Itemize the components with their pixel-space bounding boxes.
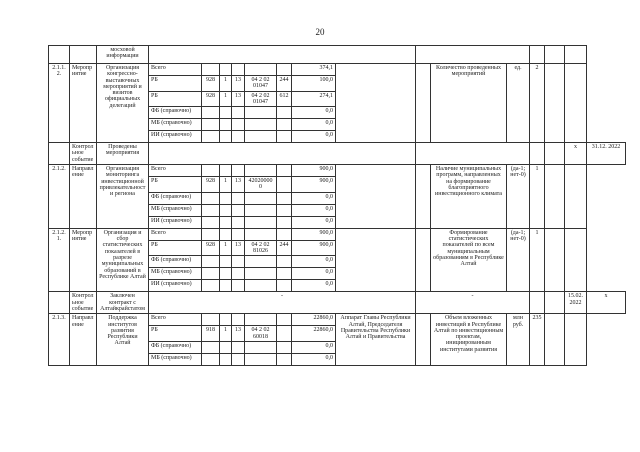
finance-vr: [277, 314, 292, 326]
finance-sum: 0,0: [292, 341, 336, 353]
executor: [336, 64, 416, 143]
finance-gr: [202, 216, 220, 228]
finance-csr: [245, 165, 277, 177]
finance-csr: [245, 341, 277, 353]
finance-rz: [220, 119, 232, 131]
finance-src: МБ (справочно): [149, 119, 202, 131]
finance-src: ФБ (справочно): [149, 256, 202, 268]
finance-csr: [245, 280, 277, 292]
item-number: 2.1.3.: [49, 314, 70, 366]
finance-rz: 1: [220, 76, 232, 92]
finance-csr: [245, 228, 277, 240]
finance-rz: [220, 268, 232, 280]
finance-sum: 0,0: [292, 268, 336, 280]
finance-vr: [277, 204, 292, 216]
target-value: 1: [530, 165, 545, 229]
finance-pr: [232, 280, 245, 292]
finance-src: ФБ (справочно): [149, 341, 202, 353]
control-name: Заключен контракт с Алтайкрайстатом: [97, 292, 149, 314]
finance-pr: [232, 165, 245, 177]
item-number: 2.1.1.2.: [49, 64, 70, 143]
finance-vr: [277, 341, 292, 353]
finance-src: Всего: [149, 165, 202, 177]
control-mark: х: [565, 143, 587, 165]
plan-table: [48, 45, 626, 366]
finance-rz: [220, 353, 232, 365]
finance-src: РБ: [149, 76, 202, 92]
finance-gr: 918: [202, 326, 220, 342]
empty-type: [70, 46, 97, 64]
finance-csr: 04 2 02 81026: [245, 240, 277, 256]
finance-vr: 244: [277, 76, 292, 92]
finance-sum: 0,0: [292, 192, 336, 204]
empty-value: [545, 46, 565, 64]
finance-rz: 1: [220, 326, 232, 342]
indicator: Количество проведенных мероприятий: [431, 64, 507, 143]
mark-cell: [545, 228, 565, 292]
finance-vr: 244: [277, 240, 292, 256]
executor: Аппарат Главы Республики Алтай, Председателя Правительства Республики Алтай и Правительства: [336, 314, 416, 366]
finance-rz: [220, 64, 232, 76]
empty-exec: [416, 143, 530, 165]
finance-csr: [245, 131, 277, 143]
empty-finance: [149, 46, 416, 64]
finance-rz: [220, 314, 232, 326]
table-row: [49, 64, 626, 76]
empty-num: [49, 46, 70, 64]
finance-sum: 900,0: [292, 240, 336, 256]
finance-vr: [277, 131, 292, 143]
control-date: 15.02. 2022: [565, 292, 587, 314]
mark-cell: [545, 64, 565, 143]
date-cell: [565, 228, 587, 292]
indicator: Формирование статистических показателей по всем муниципальным образованиям в Республике Алтай: [431, 228, 507, 292]
finance-csr: [245, 204, 277, 216]
finance-csr: 04 2 02 01047: [245, 76, 277, 92]
finance-gr: [202, 64, 220, 76]
finance-rz: [220, 107, 232, 119]
finance-csr: 42020000 0: [245, 177, 277, 193]
finance-src: МБ (справочно): [149, 353, 202, 365]
finance-csr: [245, 119, 277, 131]
finance-sum: 0,0: [292, 280, 336, 292]
empty-finance: [149, 143, 416, 165]
finance-pr: 13: [232, 177, 245, 193]
finance-sum: 0,0: [292, 107, 336, 119]
finance-gr: [202, 314, 220, 326]
finance-pr: [232, 268, 245, 280]
finance-csr: [245, 216, 277, 228]
finance-pr: [232, 119, 245, 131]
target-value: 2: [530, 64, 545, 143]
finance-src: ИИ (справочно): [149, 131, 202, 143]
finance-gr: [202, 341, 220, 353]
finance-pr: [232, 314, 245, 326]
spacer-cell: [416, 64, 431, 143]
item-name: Поддержка институтов развития Республики Алтай: [97, 314, 149, 366]
date-cell: [565, 314, 587, 366]
finance-rz: [220, 256, 232, 268]
finance-vr: [277, 268, 292, 280]
finance-csr: [245, 353, 277, 365]
finance-gr: [202, 228, 220, 240]
finance-pr: [232, 107, 245, 119]
finance-pr: 13: [232, 76, 245, 92]
item-type: Мероприятие: [70, 228, 97, 292]
unit: ед.: [507, 64, 530, 143]
continuation-row: [49, 46, 626, 64]
finance-vr: [277, 119, 292, 131]
finance-pr: [232, 64, 245, 76]
finance-pr: [232, 341, 245, 353]
finance-vr: [277, 216, 292, 228]
spacer-cell: [416, 228, 431, 292]
indicator: Наличие муниципальных программ, направленных на формирование благоприятного инвестиционного климата: [431, 165, 507, 229]
finance-rz: [220, 131, 232, 143]
empty-value: [545, 143, 565, 165]
finance-src: ИИ (справочно): [149, 280, 202, 292]
finance-vr: [277, 192, 292, 204]
finance-gr: [202, 165, 220, 177]
finance-src: ИИ (справочно): [149, 216, 202, 228]
control-event-row: [49, 143, 626, 165]
dash-2: -: [416, 292, 530, 314]
finance-csr: [245, 256, 277, 268]
item-type: Направление: [70, 314, 97, 366]
table-row: [49, 228, 626, 240]
finance-pr: 13: [232, 91, 245, 107]
finance-gr: 928: [202, 240, 220, 256]
finance-sum: 0,0: [292, 256, 336, 268]
executor: [336, 165, 416, 229]
empty-unit: [530, 143, 545, 165]
finance-vr: [277, 107, 292, 119]
empty-exec: [416, 46, 530, 64]
date-cell: [565, 165, 587, 229]
finance-pr: [232, 192, 245, 204]
finance-rz: [220, 204, 232, 216]
item-number: 2.1.2.: [49, 165, 70, 229]
unit: млн руб.: [507, 314, 530, 366]
finance-sum: 274,1: [292, 91, 336, 107]
empty-unit: [530, 292, 545, 314]
executor: [336, 228, 416, 292]
finance-src: Всего: [149, 314, 202, 326]
finance-pr: [232, 204, 245, 216]
finance-gr: [202, 131, 220, 143]
mark-cell: [545, 314, 565, 366]
control-name: Проведены мероприятия: [97, 143, 149, 165]
finance-sum: 0,0: [292, 216, 336, 228]
finance-sum: 374,1: [292, 64, 336, 76]
finance-sum: 0,0: [292, 353, 336, 365]
finance-gr: [202, 256, 220, 268]
finance-gr: [202, 204, 220, 216]
unit: (да-1; нет-0): [507, 228, 530, 292]
finance-gr: [202, 119, 220, 131]
finance-sum: 0,0: [292, 131, 336, 143]
dash-1: -: [149, 292, 416, 314]
finance-csr: 04 2 02 60018: [245, 326, 277, 342]
finance-src: ФБ (справочно): [149, 192, 202, 204]
unit: (да-1; нет-0): [507, 165, 530, 229]
item-name: Организация мониторинга инвестиционной привлекательности региона: [97, 165, 149, 229]
finance-csr: [245, 314, 277, 326]
finance-pr: 13: [232, 240, 245, 256]
finance-vr: [277, 353, 292, 365]
finance-vr: [277, 228, 292, 240]
finance-rz: 1: [220, 91, 232, 107]
empty-date: [565, 46, 587, 64]
empty-value: [545, 292, 565, 314]
finance-gr: [202, 192, 220, 204]
finance-src: РБ: [149, 177, 202, 193]
finance-vr: [277, 165, 292, 177]
table-row: [49, 314, 626, 326]
finance-rz: [220, 192, 232, 204]
finance-pr: [232, 353, 245, 365]
control-mark: х: [587, 292, 626, 314]
finance-src: РБ: [149, 91, 202, 107]
finance-sum: 100,0: [292, 76, 336, 92]
control-event-row: [49, 292, 626, 314]
date-cell: [565, 64, 587, 143]
finance-pr: [232, 228, 245, 240]
finance-gr: 928: [202, 76, 220, 92]
finance-rz: [220, 165, 232, 177]
finance-pr: 13: [232, 326, 245, 342]
control-date: 31.12. 2022: [587, 143, 626, 165]
finance-rz: [220, 280, 232, 292]
finance-sum: 22860,0: [292, 326, 336, 342]
finance-rz: 1: [220, 240, 232, 256]
control-type: Контрольное событие: [70, 292, 97, 314]
finance-csr: 04 2 02 01047: [245, 91, 277, 107]
finance-vr: [277, 64, 292, 76]
spacer-cell: [416, 314, 431, 366]
table-row: [49, 165, 626, 177]
finance-vr: [277, 256, 292, 268]
finance-src: МБ (справочно): [149, 204, 202, 216]
finance-rz: [220, 228, 232, 240]
finance-csr: [245, 107, 277, 119]
finance-src: РБ: [149, 326, 202, 342]
finance-pr: [232, 131, 245, 143]
finance-gr: [202, 268, 220, 280]
finance-src: Всего: [149, 64, 202, 76]
spacer-cell: [416, 165, 431, 229]
item-number: 2.1.2.1.: [49, 228, 70, 292]
finance-gr: [202, 353, 220, 365]
finance-gr: [202, 107, 220, 119]
finance-csr: [245, 192, 277, 204]
indicator: Объем вложенных инвестиций в Республике Алтай по инвестиционным проектам, инициированным институтами развития: [431, 314, 507, 366]
item-type: Направление: [70, 165, 97, 229]
item-type: Мероприятие: [70, 64, 97, 143]
finance-pr: [232, 216, 245, 228]
item-name: Организация и сбор статистических показателей в разрезе муниципальных образований в Республике Алтай: [97, 228, 149, 292]
finance-sum: 22860,0: [292, 314, 336, 326]
finance-sum: 900,0: [292, 228, 336, 240]
page-number: 20: [315, 27, 325, 37]
finance-sum: 900,0: [292, 165, 336, 177]
item-name: Организация конгрессно-выставочных мероприятий и визитов официальных делегаций: [97, 64, 149, 143]
mark-cell: [545, 165, 565, 229]
finance-vr: 612: [277, 91, 292, 107]
finance-csr: [245, 268, 277, 280]
finance-src: МБ (справочно): [149, 268, 202, 280]
finance-rz: [220, 341, 232, 353]
finance-gr: [202, 280, 220, 292]
target-value: 235: [530, 314, 545, 366]
finance-vr: [277, 280, 292, 292]
finance-sum: 0,0: [292, 204, 336, 216]
finance-sum: 0,0: [292, 119, 336, 131]
continuation-text: мосховой информации: [97, 46, 149, 64]
empty-num: [49, 292, 70, 314]
finance-vr: [277, 177, 292, 193]
finance-src: ФБ (справочно): [149, 107, 202, 119]
finance-rz: [220, 216, 232, 228]
empty-num: [49, 143, 70, 165]
finance-csr: [245, 64, 277, 76]
finance-src: РБ: [149, 240, 202, 256]
finance-vr: [277, 326, 292, 342]
finance-gr: 928: [202, 177, 220, 193]
finance-sum: 900,0: [292, 177, 336, 193]
target-value: 1: [530, 228, 545, 292]
control-type: Контрольное событие: [70, 143, 97, 165]
empty-unit: [530, 46, 545, 64]
finance-gr: 928: [202, 91, 220, 107]
finance-rz: 1: [220, 177, 232, 193]
finance-pr: [232, 256, 245, 268]
finance-src: Всего: [149, 228, 202, 240]
